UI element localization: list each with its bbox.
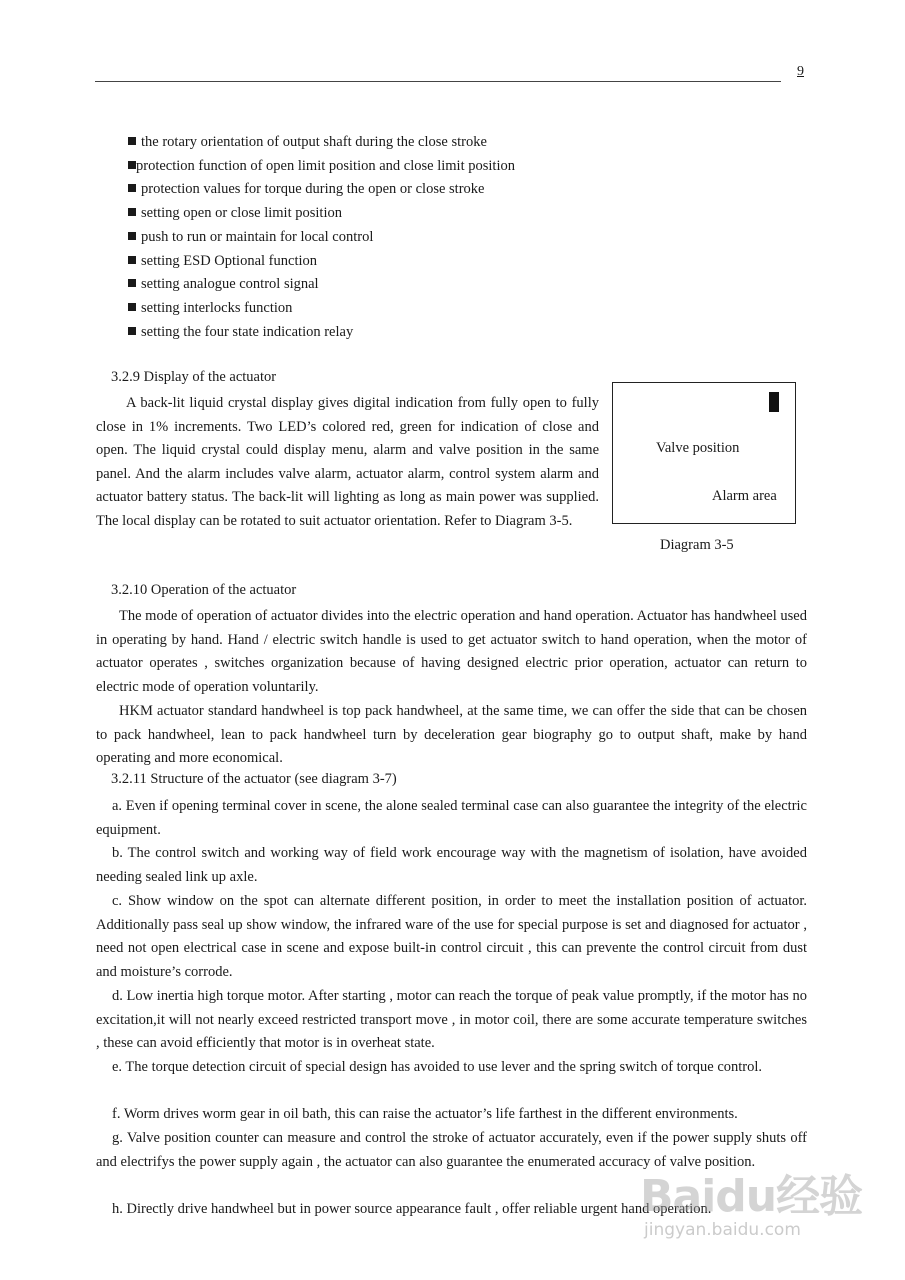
baidu-watermark xyxy=(640,1160,863,1260)
structure-item-f: f. Worm drives worm gear in oil bath, this can raise the actuator’s life farthest in the different environments. xyxy=(112,1106,738,1122)
section-heading-3-2-9: 3.2.9 Display of the actuator xyxy=(111,369,277,385)
square-bullet-icon xyxy=(128,232,136,240)
bullet-item: setting analogue control signal xyxy=(128,273,688,297)
page-number: 9 xyxy=(797,64,804,79)
valve-position-label: Valve position xyxy=(656,440,740,456)
square-bullet-icon xyxy=(128,303,136,311)
structure-item-h: h. Directly drive handwheel but in power source appearance fault , offer reliable urgent hand operation. xyxy=(112,1201,712,1217)
section-heading-3-2-11: 3.2.11 Structure of the actuator (see diagram 3-7) xyxy=(111,771,397,787)
display-paragraph: A back-lit liquid crystal display gives digital indication from fully open to fully close in 1% increments. Two LED’s colored red, green for indication of close and open. The liquid crystal could display menu, alarm and valve position in the same panel. And the alarm includes valve alarm, actuator alarm, control system alarm and actuator battery status. The back-lit will lighting as long as main power was supplied. The local display can be rotated to suit actuator orientation. Refer to Diagram 3-5. xyxy=(96,395,599,529)
bullet-item: setting ESD Optional function xyxy=(128,250,688,274)
handwheel-paragraph: HKM actuator standard handwheel is top pack handwheel, at the same time, we can offer the side that can be chosen to pack handwheel, lean to pack handwheel turn by deceleration gear biography go to output shaft, make by hand operating and more economical. xyxy=(96,703,807,767)
structure-item-e: e. The torque detection circuit of special design has avoided to use lever and the spring switch of torque control. xyxy=(112,1059,763,1075)
square-bullet-icon xyxy=(128,256,136,264)
square-bullet-icon xyxy=(128,208,136,216)
bullet-item: setting the four state indication relay xyxy=(128,321,688,345)
square-bullet-icon xyxy=(128,279,136,287)
bullet-item: protection function of open limit position and close limit position xyxy=(128,155,688,179)
square-bullet-icon xyxy=(128,327,136,335)
display-diagram xyxy=(612,382,796,524)
bullet-item: the rotary orientation of output shaft during the close stroke xyxy=(128,131,688,155)
structure-item-c: c. Show window on the spot can alternate different position, in order to meet the installation position of actuator. Additionally pass seal up show window, the infrared ware of the use for special purpose is set and diagnosed for actuator , need not open electrical case in scene and expose built-in control circuit , this can prevente the control circuit from dust and moisture’s corrode. xyxy=(96,893,807,980)
square-bullet-icon xyxy=(128,184,136,192)
display-cursor-block xyxy=(769,392,779,412)
bullet-item: setting open or close limit position xyxy=(128,202,688,226)
structure-item-d: d. Low inertia high torque motor. After starting , motor can reach the torque of peak value promptly, if the motor has no excitation,it will not nearly exceed restricted transport move , in motor coil, there are some accurate temperature switches , these can avoid efficiently that motor is in overheat state. xyxy=(96,988,807,1052)
bullet-item: setting interlocks function xyxy=(128,297,688,321)
square-bullet-icon xyxy=(128,137,136,145)
watermark-url: jingyan.baidu.com xyxy=(644,1220,801,1240)
baidu-logo: Baidu经验 xyxy=(640,1171,863,1222)
section-heading-3-2-10: 3.2.10 Operation of the actuator xyxy=(111,582,297,598)
bullet-item: push to run or maintain for local control xyxy=(128,226,688,250)
structure-item-a: a. Even if opening terminal cover in scene, the alone sealed terminal case can also guarantee the integrity of the electric equipment. xyxy=(96,798,807,838)
diagram-caption: Diagram 3-5 xyxy=(660,537,734,553)
square-bullet-icon xyxy=(128,161,136,169)
header-rule xyxy=(95,81,781,82)
alarm-area-label: Alarm area xyxy=(712,488,777,504)
feature-bullet-list xyxy=(128,131,688,344)
structure-item-g: g. Valve position counter can measure and control the stroke of actuator accurately, even if the power supply shuts off and electrifys the power supply again , the actuator can also guarantee the enumerated accuracy of valve position. xyxy=(96,1130,807,1170)
structure-item-b: b. The control switch and working way of field work encourage way with the magnetism of isolation, have avoided needing sealed link up axle. xyxy=(96,845,807,885)
bullet-item: protection values for torque during the open or close stroke xyxy=(128,178,688,202)
operation-paragraph: The mode of operation of actuator divides into the electric operation and hand operation. Actuator has handwheel used in operating by hand. Hand / electric switch handle is used to get actuator switch to hand operation, when the motor of actuator operates , switches organization because of having designed electric prior operation, actuator can return to electric mode of operation voluntarily. xyxy=(96,608,807,695)
